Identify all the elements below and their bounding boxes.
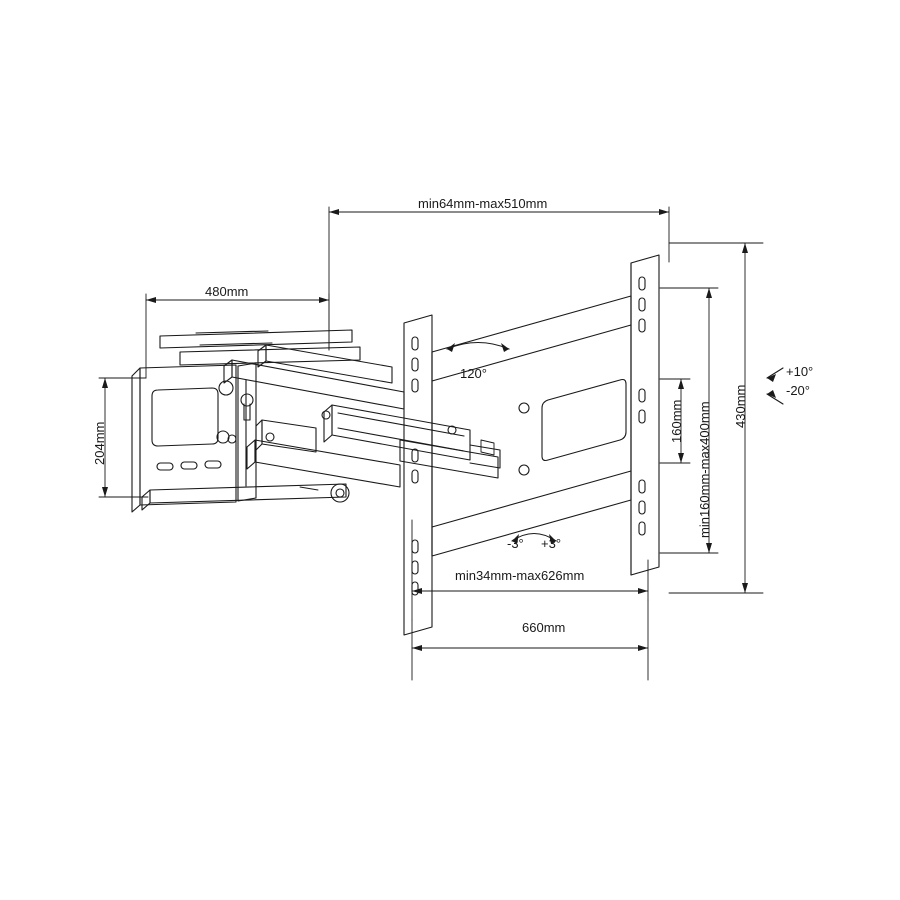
angle-indicators: [447, 343, 783, 545]
angle-label-tilt-up: +3°: [541, 536, 562, 551]
angle-label-tilt-down: -3°: [507, 536, 524, 551]
dimension-label-overall-width: 660mm: [522, 620, 566, 635]
dimension-lines: [99, 207, 763, 680]
dimension-label-plate-height: 204mm: [92, 421, 107, 465]
angle-label-swivel: 120°: [460, 366, 487, 381]
dimension-label-vesa-height: 160mm: [669, 399, 684, 443]
dimension-label-plate-width: 480mm: [205, 284, 249, 299]
dimension-label-arm-extension: min34mm-max626mm: [455, 568, 585, 583]
tv-bracket-plate: [132, 330, 360, 512]
dimension-label-top-extension: min64mm-max510mm: [418, 196, 548, 211]
angle-label-tilt-plus: +10°: [786, 364, 814, 379]
dimension-label-vesa-height-range: min160mm-max400mm: [697, 401, 712, 538]
extension-arms: [224, 345, 500, 502]
dimension-label-bracket-height: 430mm: [733, 384, 748, 428]
angle-label-tilt-minus: -20°: [786, 383, 810, 398]
